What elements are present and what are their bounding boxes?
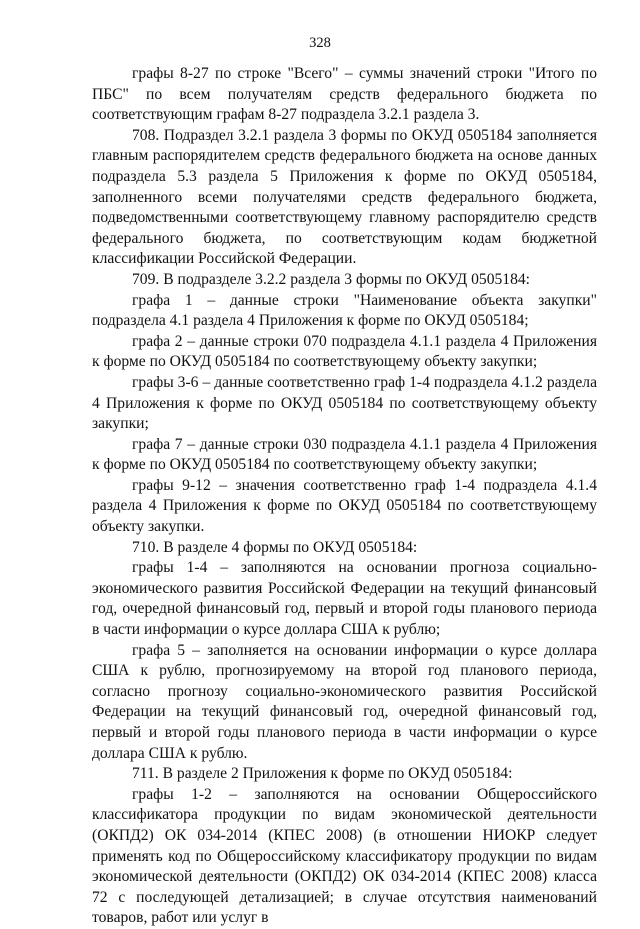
paragraph-708: 708. Подраздел 3.2.1 раздела 3 формы по ОКУД 0505184 заполняется главным распорядителем средств федерального бюджета на основе данных подраздела 5.3 раздела 5 Приложения к форме по ОКУД 0505184, заполненного всеми получателями средств федерального бюджета, подведомственными соответствующему главному распорядителю средств федерального бюджета, по соответствующим кодам бюджетной классификации Российской Федерации. xyxy=(92,126,597,268)
page-number: 328 xyxy=(309,35,331,51)
paragraph-709-columns-9-12: графы 9-12 – значения соответственно граф 1-4 подраздела 4.1.4 раздела 4 Приложения к форме по ОКУД 0505184 по соответствующему объекту закупки. xyxy=(92,476,597,536)
paragraph-711: 711. В разделе 2 Приложения к форме по ОКУД 0505184: xyxy=(132,765,513,783)
paragraph-710-column-5: графа 5 – заполняется на основании информации о курсе доллара США к рублю, прогнозируемому на второй год планового периода, согласно прогнозу социально-экономического развития Российской Федерации на текущий финансовый год, очередной финансовый год, первый и второй годы планового периода в части информации о курсе доллара США к рублю. xyxy=(92,641,597,762)
paragraph-709-column-2: графа 2 – данные строки 070 подраздела 4.1.1 раздела 4 Приложения к форме по ОКУД 0505184 по соответствующему объекту закупки; xyxy=(92,332,597,371)
document-body xyxy=(92,64,597,929)
paragraph-graphs-8-27: графы 8-27 по строке "Всего" – суммы значений строки "Итого по ПБС" по всем получателям средств федерального бюджета по соответствующим графам 8-27 подраздела 3.2.1 раздела 3. xyxy=(92,65,597,124)
paragraph-709-column-7: графа 7 – данные строки 030 подраздела 4.1.1 раздела 4 Приложения к форме по ОКУД 0505184 по соответствующему объекту закупки; xyxy=(92,435,597,474)
paragraph-710: 710. В разделе 4 формы по ОКУД 0505184: xyxy=(132,538,418,556)
paragraph-709-column-1: графа 1 – данные строки "Наименование объекта закупки" подраздела 4.1 раздела 4 Приложения к форме по ОКУД 0505184; xyxy=(92,291,597,330)
paragraph-710-columns-1-4: графы 1-4 – заполняются на основании прогноза социально-экономического развития Российской Федерации на текущий финансовый год, очередной финансовый год, первый и второй годы планового периода в части информации о курсе доллара США к рублю; xyxy=(92,559,597,639)
paragraph-709-columns-3-6: графы 3-6 – данные соответственно граф 1-4 подраздела 4.1.2 раздела 4 Приложения к форме по ОКУД 0505184 по соответствующему объекту закупки; xyxy=(92,373,597,433)
paragraph-711-columns-1-2: графы 1-2 – заполняются на основании Общероссийского классификатора продукции по видам экономической деятельности (ОКПД2) ОК 034-2014 (КПЕС 2008) (в отношении НИОКР следует применять код по Общероссийскому классификатору продукции по видам экономической деятельности (ОКПД2) ОК 034-2014 (КПЕС 2008) класса 72 с последующей детализацией; в случае отсутствия наименований товаров, работ или услуг в xyxy=(92,785,597,927)
paragraph-709: 709. В подразделе 3.2.2 раздела 3 формы по ОКУД 0505184: xyxy=(132,270,531,288)
